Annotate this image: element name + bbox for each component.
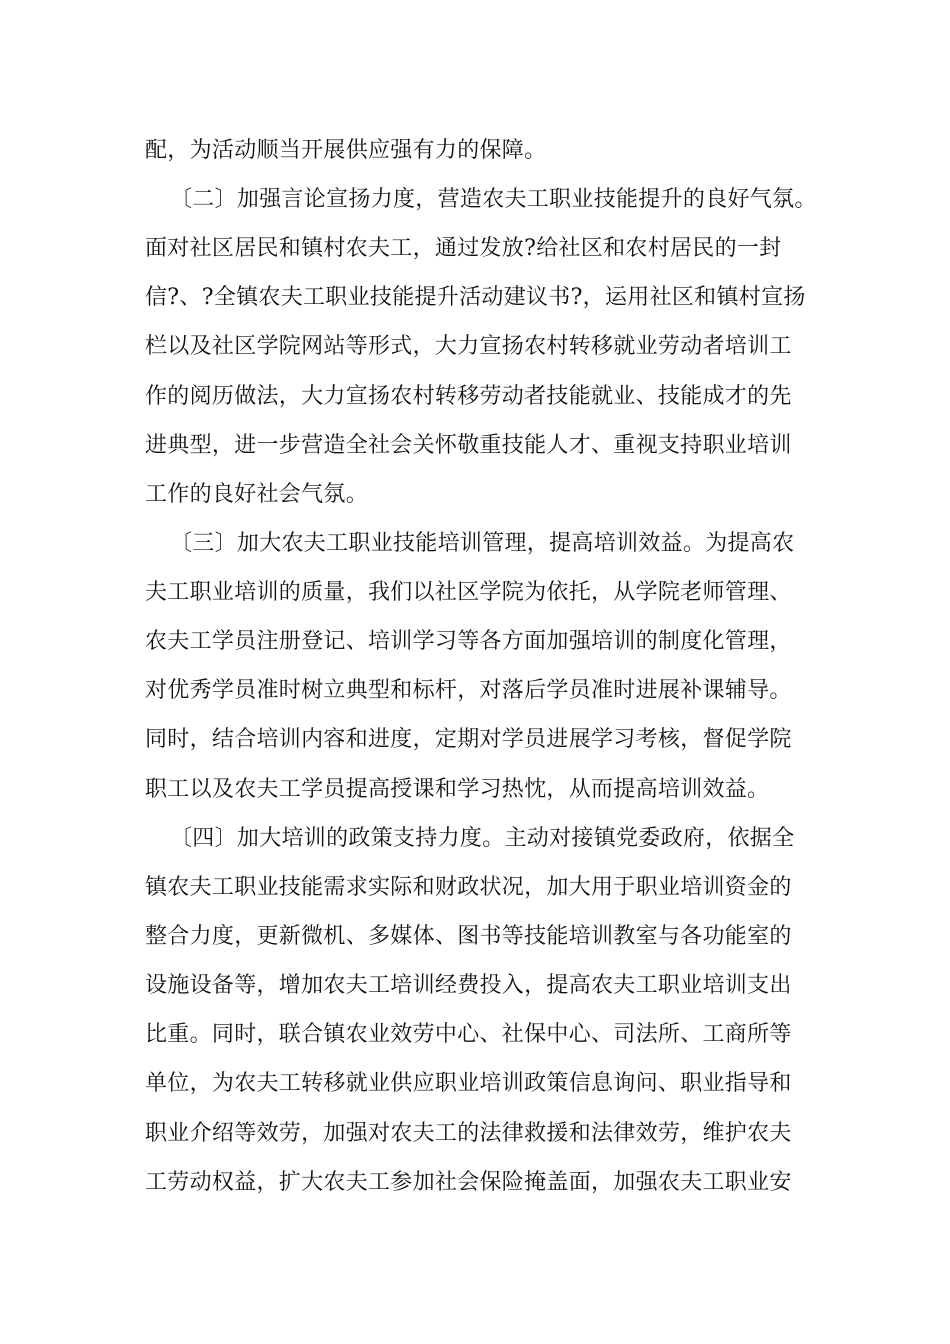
section-heading-3: 〔三〕加大农夫工职业技能培训管理，提高培训效益。为提高农: [170, 531, 795, 556]
text-line-1: 配，为活动顺当开展供应强有力的保障。: [145, 138, 547, 163]
text-line-6: 作的阅历做法，大力宣扬农村转移劳动者技能就业、技能成才的先: [145, 384, 792, 409]
text-line-7: 进典型，进一步营造全社会关怀敬重技能人才、重视支持职业培训: [145, 433, 792, 458]
text-line-13: 同时，结合培训内容和进度，定期对学员进展学习考核，督促学院: [145, 727, 792, 752]
text-line-8: 工作的良好社会气氛。: [145, 482, 369, 507]
text-line-4: 信?、?全镇农夫工职业技能提升活动建议书?，运用社区和镇村宣扬: [145, 285, 806, 310]
text-line-22: 工劳动权益，扩大农夫工参加社会保险掩盖面，加强农夫工职业安: [145, 1170, 792, 1195]
text-line-16: 镇农夫工职业技能需求实际和财政状况，加大用于职业培训资金的: [145, 875, 792, 900]
text-line-14: 职工以及农夫工学员提高授课和学习热忱，从而提高培训效益。: [145, 777, 770, 802]
text-line-10: 夫工职业培训的质量，我们以社区学院为依托，从学院老师管理、: [145, 580, 792, 605]
text-line-11: 农夫工学员注册登记、培训学习等各方面加强培训的制度化管理，: [145, 629, 792, 654]
text-line-17: 整合力度，更新微机、多媒体、图书等技能培训教室与各功能室的: [145, 924, 792, 949]
text-line-20: 单位，为农夫工转移就业供应职业培训政策信息询问、职业指导和: [145, 1071, 792, 1096]
section-heading-4: 〔四〕加大培训的政策支持力度。主动对接镇党委政府，依据全: [170, 826, 795, 851]
text-line-5: 栏以及社区学院网站等形式，大力宣扬农村转移就业劳动者培训工: [145, 334, 792, 359]
text-line-21: 职业介绍等效劳，加强对农夫工的法律救援和法律效劳，维护农夫: [145, 1121, 792, 1146]
text-line-3: 面对社区居民和镇村农夫工，通过发放?给社区和农村居民的一封: [145, 236, 782, 261]
text-line-18: 设施设备等，增加农夫工培训经费投入，提高农夫工职业培训支出: [145, 973, 792, 998]
text-line-12: 对优秀学员准时树立典型和标杆，对落后学员准时进展补课辅导。: [145, 678, 792, 703]
section-heading-2: 〔二〕加强言论宣扬力度，营造农夫工职业技能提升的良好气氛。: [170, 187, 817, 212]
text-line-19: 比重。同时，联合镇农业效劳中心、社保中心、司法所、工商所等: [145, 1022, 792, 1047]
